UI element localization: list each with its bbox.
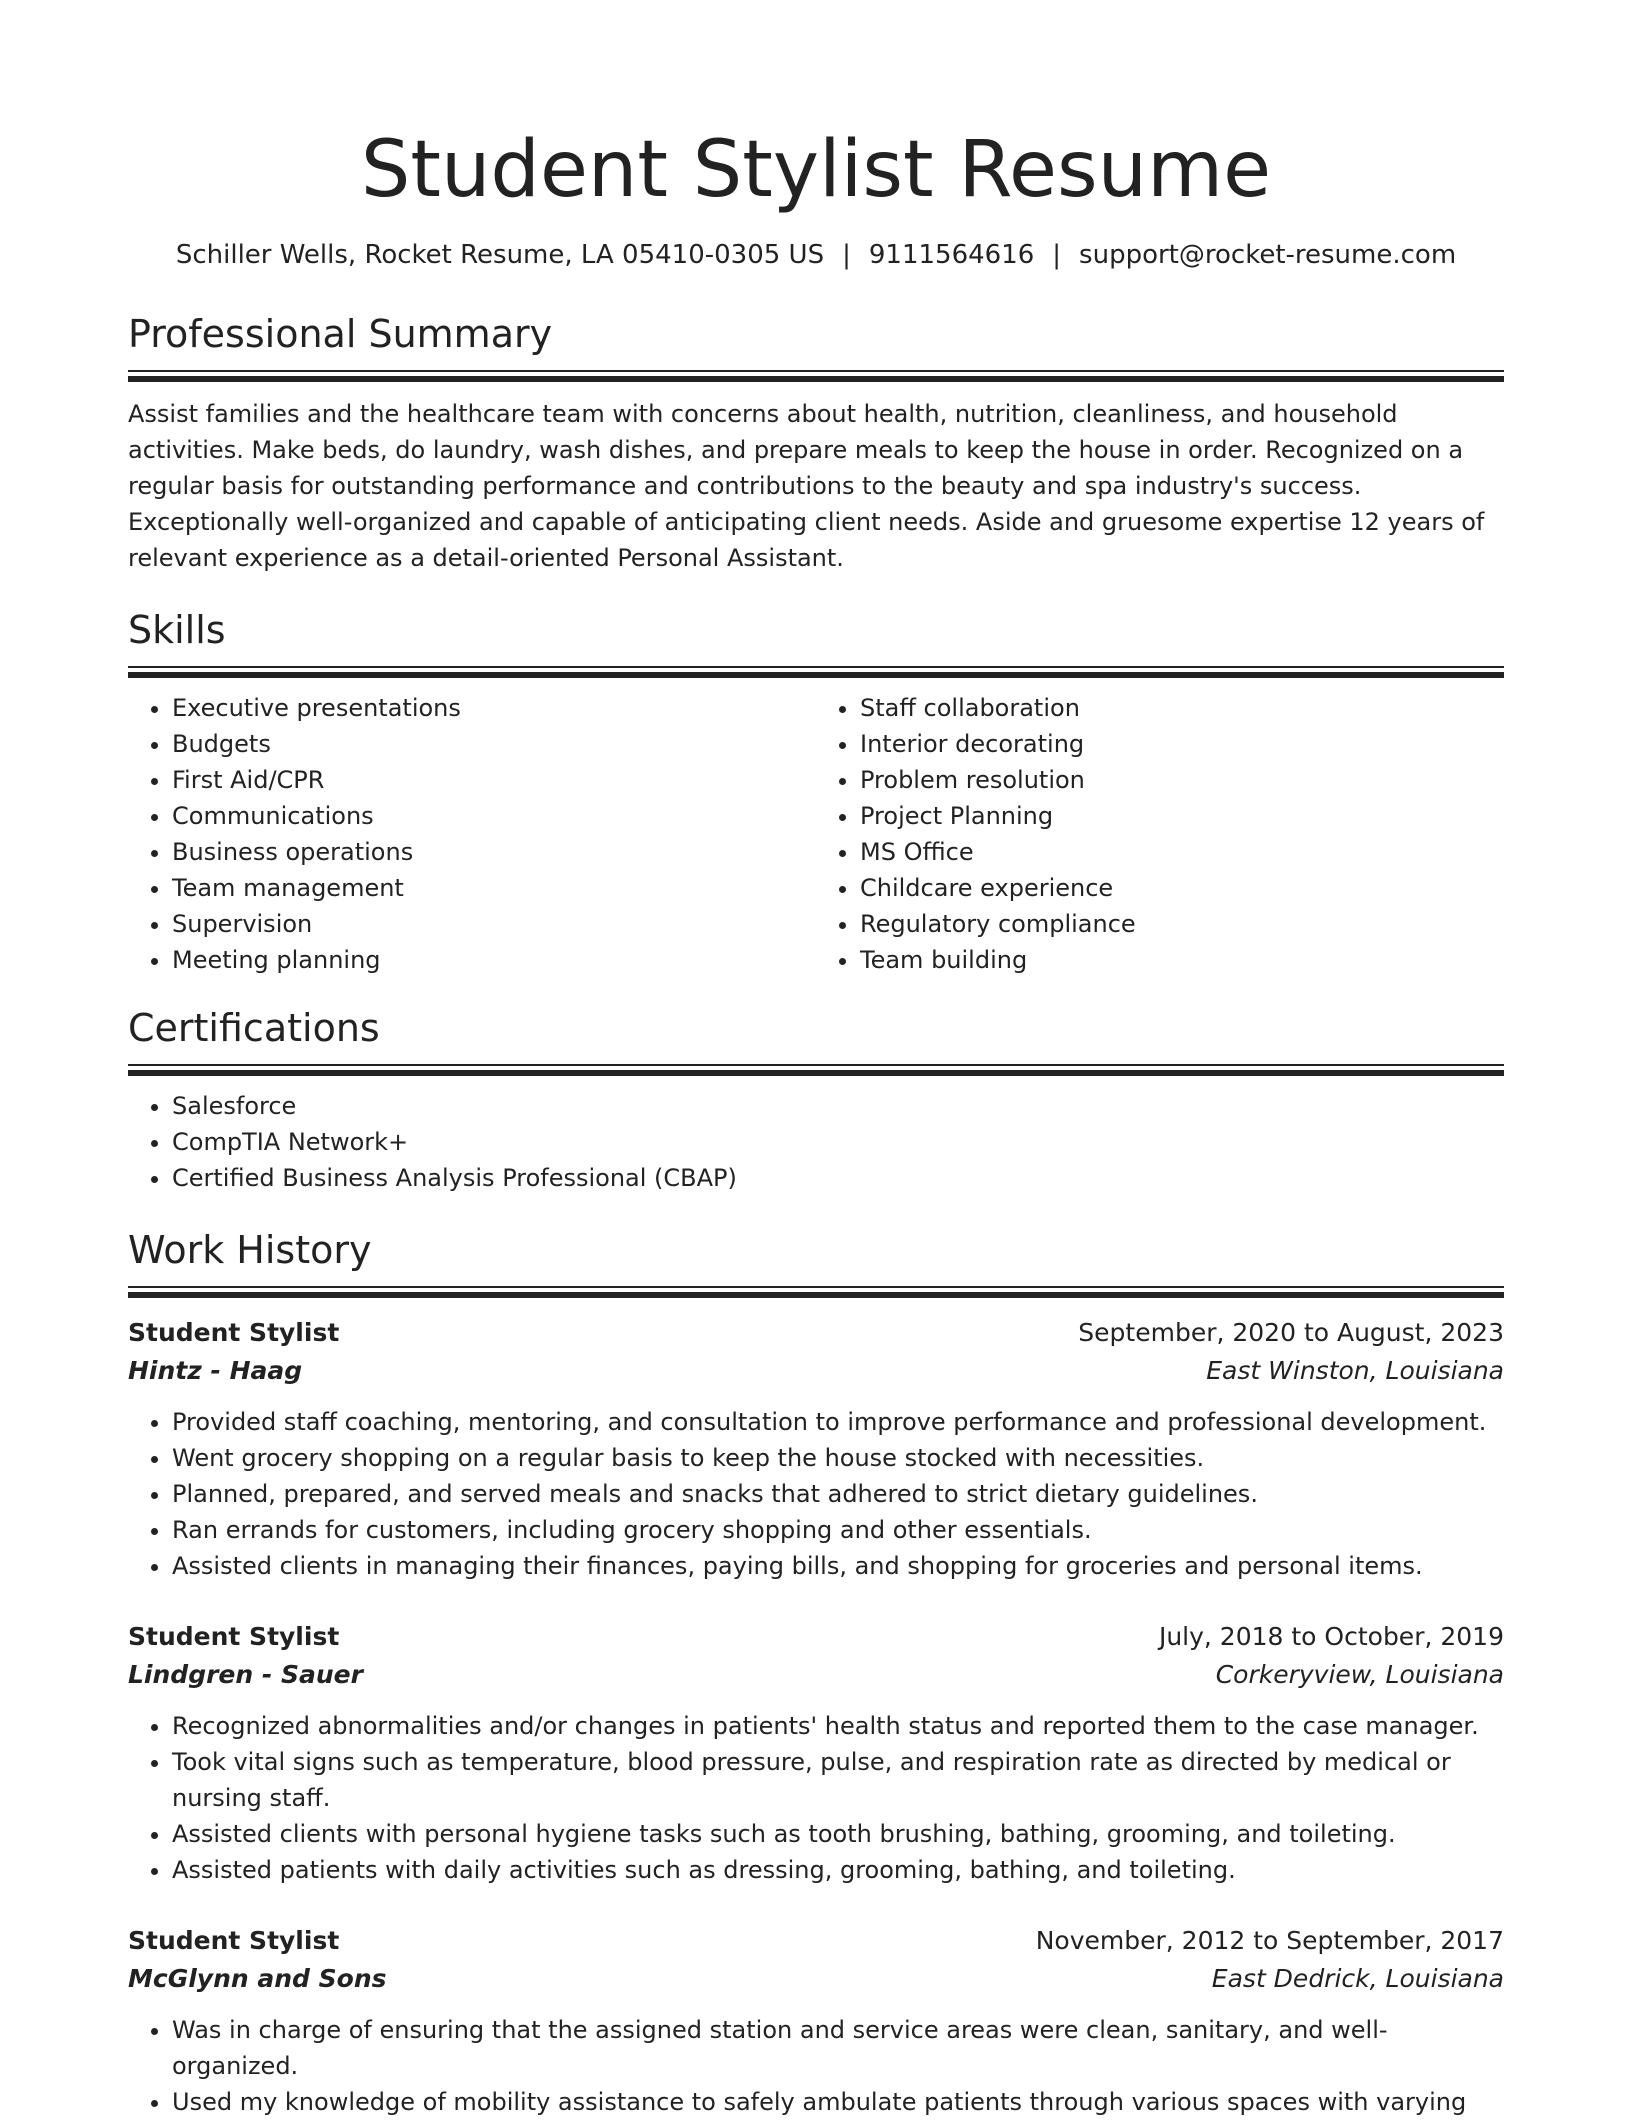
resume-page bbox=[128, 0, 1504, 2120]
skills-list-right bbox=[816, 690, 1504, 978]
job-company: McGlynn and Sons bbox=[128, 1964, 387, 1993]
section-divider bbox=[128, 666, 1504, 678]
skill-item: • Staff collaboration bbox=[860, 690, 1504, 726]
job-location: Corkeryview, Louisiana bbox=[1215, 1660, 1504, 1689]
job-bullet: • Took vital signs such as temperature, blood pressure, pulse, and respiration rate as directed by medical or nursing staff. bbox=[172, 1744, 1504, 1816]
job-company: Hintz - Haag bbox=[128, 1356, 303, 1385]
job-entry bbox=[128, 1314, 1504, 1584]
job-company: Lindgren - Sauer bbox=[128, 1660, 363, 1689]
certifications-section bbox=[128, 1004, 1504, 1196]
certification-item: • Salesforce bbox=[172, 1088, 1504, 1124]
job-bullet: • Was in charge of ensuring that the assigned station and service areas were clean, sanitary, and well-organized. bbox=[172, 2012, 1504, 2084]
work-history-section bbox=[128, 1226, 1504, 2120]
job-entry bbox=[128, 1922, 1504, 2120]
section-heading-summary: Professional Summary bbox=[128, 312, 553, 356]
job-bullets bbox=[128, 1708, 1504, 1888]
job-title: Student Stylist bbox=[128, 1926, 340, 1955]
skills-section bbox=[128, 606, 1504, 978]
skills-list-left bbox=[128, 690, 816, 978]
contact-phone: 9111564616 bbox=[868, 240, 1035, 270]
job-location: East Winston, Louisiana bbox=[1206, 1356, 1504, 1385]
section-divider bbox=[128, 1286, 1504, 1298]
job-bullet: • Used my knowledge of mobility assistance to safely ambulate patients through various spaces with varying bbox=[172, 2084, 1504, 2120]
job-bullets bbox=[128, 1404, 1504, 1584]
section-divider bbox=[128, 370, 1504, 382]
job-dates: September, 2020 to August, 2023 bbox=[1078, 1318, 1504, 1347]
resume-title: Student Stylist Resume bbox=[360, 125, 1272, 215]
job-dates: November, 2012 to September, 2017 bbox=[1035, 1926, 1504, 1955]
skill-item: • MS Office bbox=[860, 834, 1504, 870]
section-divider bbox=[128, 1064, 1504, 1076]
certification-item: • CompTIA Network+ bbox=[172, 1124, 1504, 1160]
job-bullet: • Assisted patients with daily activities such as dressing, grooming, bathing, and toileting. bbox=[172, 1852, 1504, 1888]
skill-item: • Team building bbox=[860, 942, 1504, 978]
certifications-list bbox=[128, 1088, 1504, 1196]
skills-columns bbox=[128, 690, 1504, 978]
job-bullet: • Assisted clients with personal hygiene tasks such as tooth brushing, bathing, grooming, and toileting. bbox=[172, 1816, 1504, 1852]
job-title: Student Stylist bbox=[128, 1318, 340, 1347]
job-bullets bbox=[128, 2012, 1504, 2120]
skill-item: • Project Planning bbox=[860, 798, 1504, 834]
skill-item: • Communications bbox=[172, 798, 816, 834]
job-entry bbox=[128, 1618, 1504, 1888]
job-bullet: • Recognized abnormalities and/or changes in patients' health status and reported them to the case manager. bbox=[172, 1708, 1504, 1744]
job-bullet: • Went grocery shopping on a regular basis to keep the house stocked with necessities. bbox=[172, 1440, 1504, 1476]
contact-line bbox=[128, 238, 1504, 272]
job-bullet: • Provided staff coaching, mentoring, and consultation to improve performance and professional development. bbox=[172, 1404, 1504, 1440]
contact-email: support@rocket-resume.com bbox=[1079, 240, 1457, 270]
job-dates: July, 2018 to October, 2019 bbox=[1158, 1622, 1504, 1651]
summary-section bbox=[128, 310, 1504, 576]
certification-item: • Certified Business Analysis Professional (CBAP) bbox=[172, 1160, 1504, 1196]
skill-item: • Supervision bbox=[172, 906, 816, 942]
job-bullet: • Assisted clients in managing their finances, paying bills, and shopping for groceries and personal items. bbox=[172, 1548, 1504, 1584]
section-heading-work-history: Work History bbox=[128, 1228, 372, 1272]
section-heading-skills: Skills bbox=[128, 608, 226, 652]
job-location: East Dedrick, Louisiana bbox=[1211, 1964, 1504, 1993]
skill-item: • Business operations bbox=[172, 834, 816, 870]
skill-item: • Interior decorating bbox=[860, 726, 1504, 762]
skill-item: • Meeting planning bbox=[172, 942, 816, 978]
skill-item: • Problem resolution bbox=[860, 762, 1504, 798]
skill-item: • First Aid/CPR bbox=[172, 762, 816, 798]
job-title: Student Stylist bbox=[128, 1622, 340, 1651]
section-heading-certifications: Certifications bbox=[128, 1006, 380, 1050]
skill-item: • Childcare experience bbox=[860, 870, 1504, 906]
skill-item: • Budgets bbox=[172, 726, 816, 762]
summary-text: Assist families and the healthcare team with concerns about health, nutrition, cleanliness, and household activities. Make beds, do laundry, wash dishes, and prepare meals to keep the house in order. Recognized on a regular basis for outstanding performance and contributions to the beauty and spa industry's success. Exceptionally well-organized and capable of anticipating client needs. Aside and gruesome expertise 12 years of relevant experience as a detail-oriented Personal Assistant. bbox=[128, 400, 1485, 572]
job-bullet: • Ran errands for customers, including grocery shopping and other essentials. bbox=[172, 1512, 1504, 1548]
job-bullet: • Planned, prepared, and served meals and snacks that adhered to strict dietary guidelines. bbox=[172, 1476, 1504, 1512]
contact-separator: | bbox=[842, 240, 851, 270]
skill-item: • Regulatory compliance bbox=[860, 906, 1504, 942]
contact-separator: | bbox=[1052, 240, 1062, 270]
skill-item: • Team management bbox=[172, 870, 816, 906]
contact-address: Schiller Wells, Rocket Resume, LA 05410-0305 US bbox=[175, 240, 825, 270]
skill-item: • Executive presentations bbox=[172, 690, 816, 726]
